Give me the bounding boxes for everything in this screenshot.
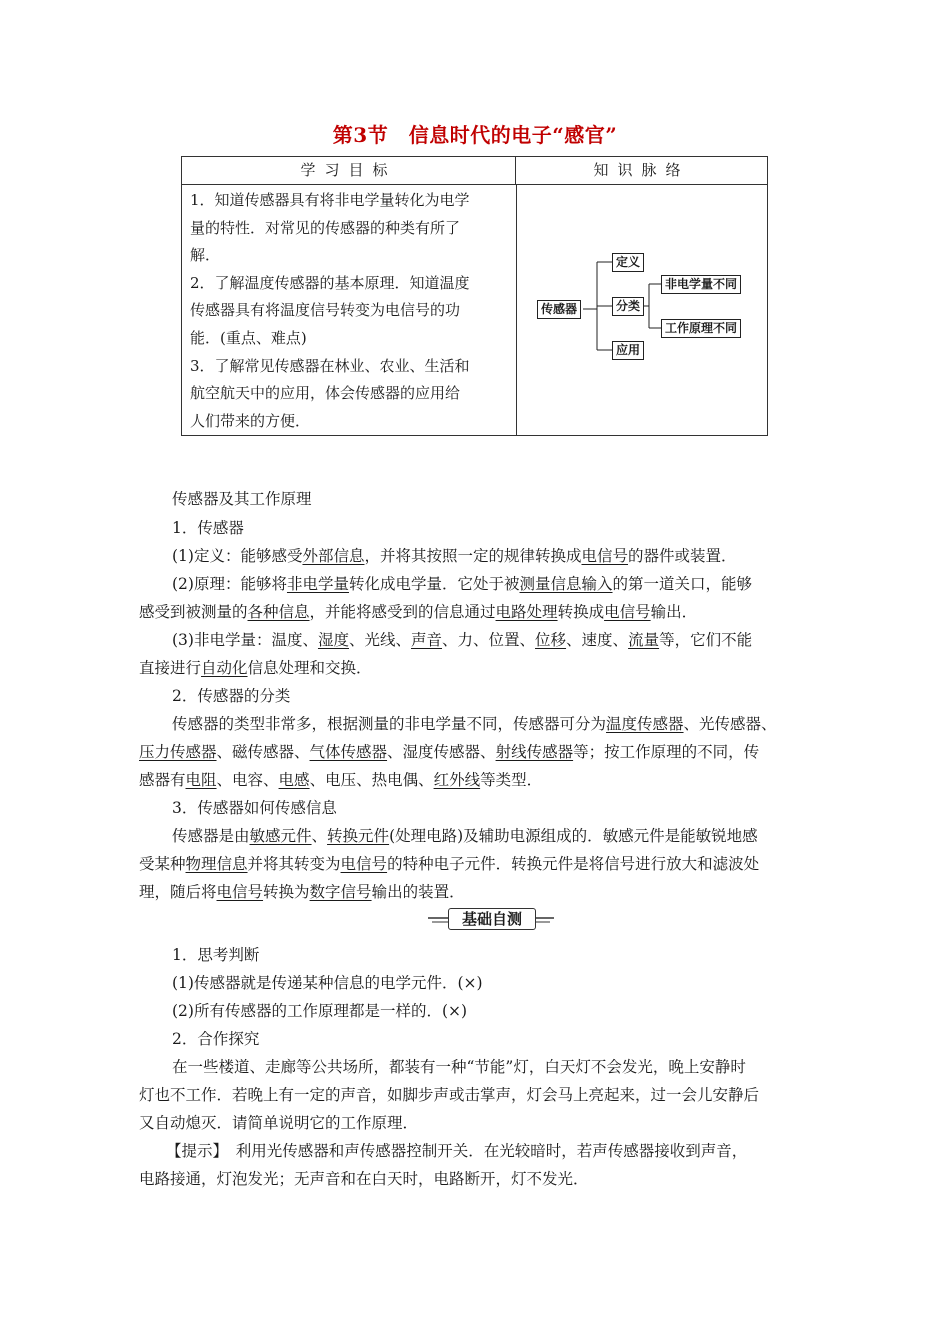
mind-node-application: 应用 xyxy=(612,341,644,360)
subheading-classification: 2．传感器的分类 xyxy=(172,687,291,705)
page-title: 第3节 信息时代的电子“感官” xyxy=(332,123,618,147)
objective-line: 能．(重点、难点) xyxy=(190,328,307,347)
question2-heading: 2．合作探究 xyxy=(172,1030,260,1048)
question1-item-a: (1)传感器就是传递某种信息的电学元件．(×) xyxy=(172,974,483,992)
section-heading: 传感器及其工作原理 xyxy=(172,490,312,508)
objective-line: 2．了解温度传感器的基本原理．知道温度 xyxy=(190,273,470,292)
paragraph-quantities-line1: (3)非电学量：温度、湿度、光线、声音、力、位置、位移、速度、流量等，它们不能 xyxy=(172,631,753,649)
question2-text-line3: 又自动熄灭．请简单说明它的工作原理． xyxy=(139,1114,419,1132)
table-divider xyxy=(516,185,517,435)
objectives-header: 学习目标 xyxy=(182,157,516,185)
objective-line: 人们带来的方便． xyxy=(190,411,311,430)
objectives-table xyxy=(181,156,768,436)
objective-line: 航空航天中的应用，体会传感器的应用给 xyxy=(190,384,461,403)
mind-node-class-a: 非电学量不同 xyxy=(661,275,741,294)
mind-node-classification: 分类 xyxy=(612,297,644,316)
self-test-label: 基础自测 xyxy=(448,908,536,930)
paragraph-quantities-line2: 直接进行自动化信息处理和交换． xyxy=(139,659,372,677)
paragraph-principle-line2: 感受到被测量的各种信息，并能将感受到的信息通过电路处理转换成电信号输出． xyxy=(139,603,698,621)
subheading-how-it-works: 3．传感器如何传感信息 xyxy=(172,799,337,817)
objectives-list xyxy=(190,187,508,435)
paragraph-classes-line1: 传感器的类型非常多，根据测量的非电学量不同，传感器可分为温度传感器、光传感器、 xyxy=(172,715,777,733)
mind-node-definition: 定义 xyxy=(612,253,644,272)
question2-text-line2: 灯也不工作．若晚上有一定的声音，如脚步声或击掌声，灯会马上亮起来，过一会儿安静后 xyxy=(139,1086,760,1104)
subheading-sensor: 1．传感器 xyxy=(172,519,244,537)
self-test-banner xyxy=(428,907,554,931)
objective-line: 量的特性．对常见的传感器的种类有所了 xyxy=(190,218,461,237)
paragraph-definition: (1)定义：能够感受外部信息，并将其按照一定的规律转换成电信号的器件或装置． xyxy=(172,547,737,565)
hint-line1: 【提示】 利用光传感器和声传感器控制开关．在光较暗时，若声传感器接收到声音， xyxy=(166,1142,748,1160)
question1-heading: 1．思考判断 xyxy=(172,946,260,964)
objective-line: 1．知道传感器具有将非电学量转化为电学 xyxy=(190,191,470,209)
paragraph-mechanism-line2: 受某种物理信息并将其转变为电信号的特种电子元件．转换元件是将信号进行放大和滤波处 xyxy=(139,855,760,873)
objective-line: 传感器具有将温度信号转变为电信号的功 xyxy=(190,301,461,320)
question1-item-b: (2)所有传感器的工作原理都是一样的．(×) xyxy=(172,1002,468,1020)
objective-line: 3．了解常见传感器在林业、农业、生活和 xyxy=(190,356,470,375)
paragraph-principle-line1: (2)原理：能够将非电学量转化成电学量．它处于被测量信息输入的第一道关口，能够 xyxy=(172,575,753,593)
question2-text-line1: 在一些楼道、走廊等公共场所，都装有一种“节能”灯，白天灯不会发光，晚上安静时 xyxy=(172,1058,746,1076)
paragraph-mechanism-line1: 传感器是由敏感元件、转换元件(处理电路)及辅助电源组成的．敏感元件是能敏锐地感 xyxy=(172,827,758,845)
hint-line2: 电路接通，灯泡发光；无声音和在白天时，电路断开，灯不发光． xyxy=(139,1170,589,1188)
mind-node-class-b: 工作原理不同 xyxy=(661,319,741,338)
knowledge-map-header: 知识脉络 xyxy=(516,157,767,185)
paragraph-mechanism-line3: 理，随后将电信号转换为数字信号输出的装置． xyxy=(139,883,465,901)
objective-line: 解． xyxy=(190,246,221,265)
mind-root-sensor: 传感器 xyxy=(537,300,581,319)
paragraph-classes-line2: 压力传感器、磁传感器、气体传感器、湿度传感器、射线传感器等；按工作原理的不同，传 xyxy=(139,743,760,761)
paragraph-classes-line3: 感器有电阻、电容、电感、电压、热电偶、红外线等类型． xyxy=(139,771,543,789)
